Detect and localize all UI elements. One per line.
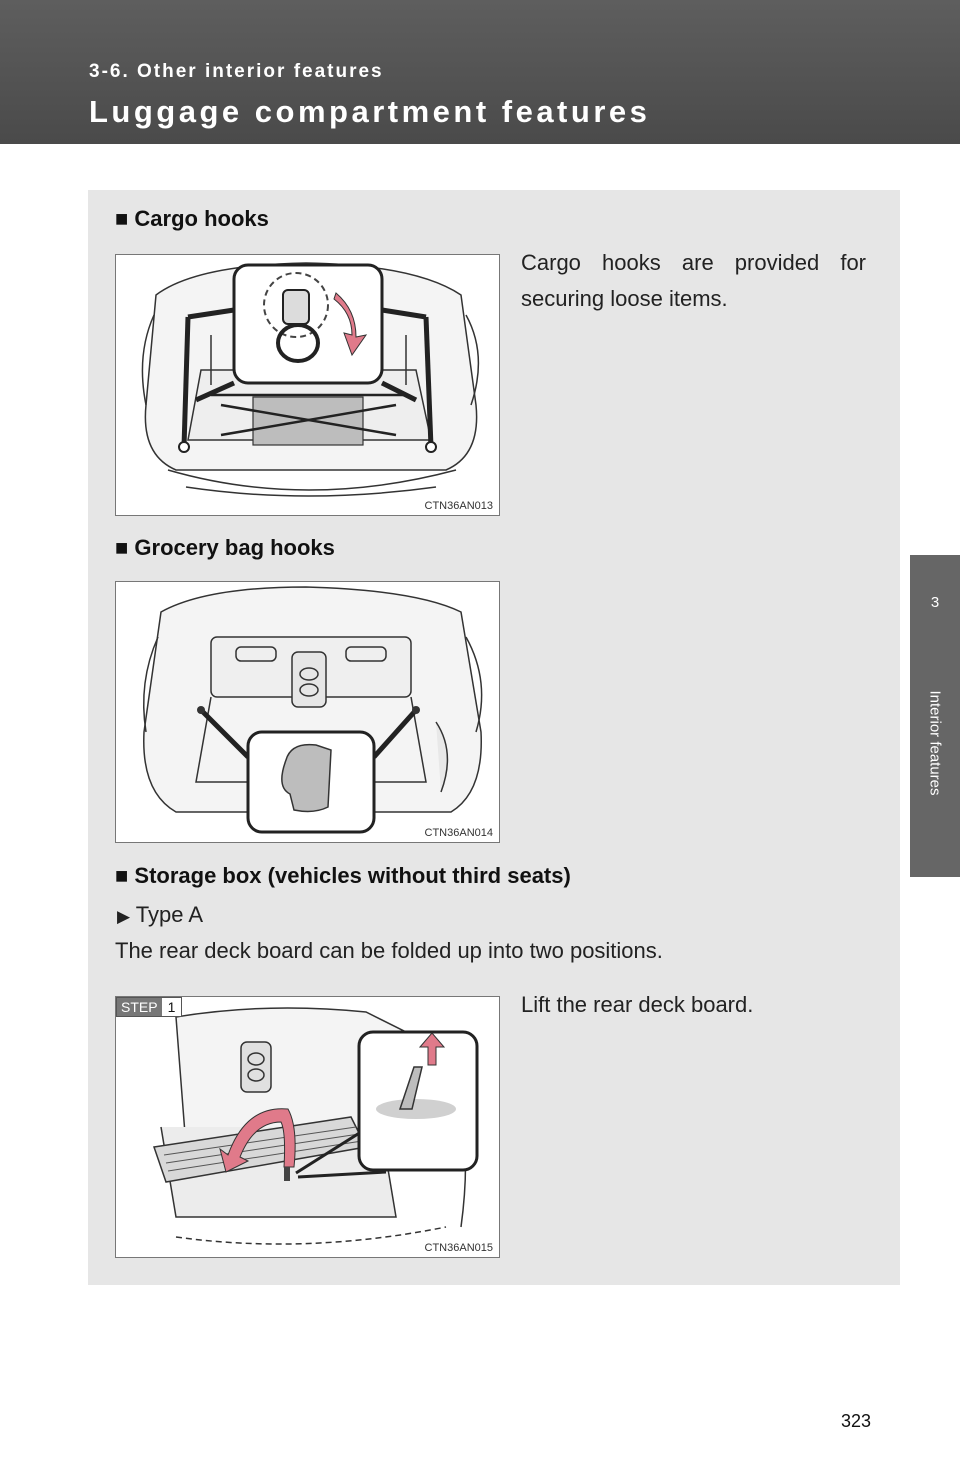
grocery-bag-hooks-illustration (116, 582, 500, 843)
figure-code: CTN36AN015 (424, 1242, 493, 1254)
storage-box-illustration (116, 997, 500, 1258)
storage-box-heading: ■ Storage box (vehicles without third seats) (115, 863, 571, 888)
grocery-bag-hooks-heading: ■ Grocery bag hooks (115, 535, 335, 560)
arrow-right-icon: ▶ (117, 907, 131, 926)
cargo-hooks-illustration (116, 255, 500, 516)
grocery-bag-hooks-figure (115, 581, 500, 843)
figure-code: CTN36AN013 (424, 500, 493, 512)
figure-code: CTN36AN014 (424, 827, 493, 839)
section-label: 3-6. Other interior features (89, 61, 384, 82)
type-a-label (117, 897, 203, 935)
cargo-hooks-heading: ■ Cargo hooks (115, 206, 269, 231)
page-number: 323 (841, 1411, 872, 1431)
storage-box-figure (115, 996, 500, 1258)
page-title: Luggage compartment features (89, 94, 651, 129)
step-number: 1 (167, 999, 176, 1015)
cargo-hooks-figure (115, 254, 500, 516)
chapter-tab-label: Interior features (926, 690, 944, 796)
step-1-instruction: Lift the rear deck board. (521, 992, 754, 1017)
chapter-tab-number: 3 (930, 594, 940, 611)
storage-box-description: The rear deck board can be folded up into two positions. (115, 938, 663, 963)
step-badge (116, 997, 182, 1017)
step-word: STEP (117, 998, 162, 1016)
cargo-hooks-description: Cargo hooks are provided for securing loose items. (521, 250, 866, 311)
type-a-text: Type A (135, 902, 204, 927)
